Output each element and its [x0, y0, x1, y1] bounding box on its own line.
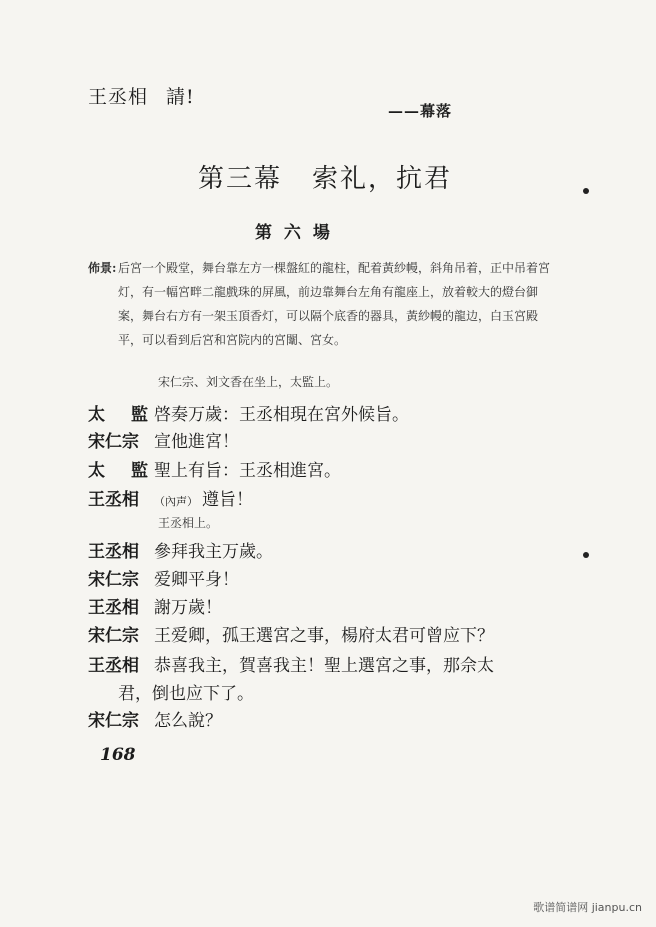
dialogue-line [88, 400, 409, 425]
dialogue-line [88, 456, 341, 481]
setting-description [88, 256, 558, 352]
speaker-name: 王丞相 [88, 490, 139, 510]
top-speech: 請! [166, 86, 195, 108]
watermark: 歌谱简谱网 jianpu.cn [533, 901, 642, 914]
dialogue-text: 怎么說？ [154, 711, 222, 731]
act-name: 索礼，抗君 [312, 164, 453, 194]
dialogue-line [88, 485, 253, 510]
aside-note: （內声） [154, 495, 198, 508]
curtain-falls: ——幕落 [388, 102, 453, 120]
speaker-name: 宋仁宗 [88, 711, 139, 731]
speaker-name: 宋仁宗 [88, 570, 139, 590]
dialogue-line [88, 565, 239, 590]
stage-direction: 王丞相上。 [158, 516, 219, 530]
act-title [198, 158, 452, 195]
setting-text: 后宮一个殿堂，舞台靠左方一棵盤紅的龍柱，配着黃紗幔，斜角吊着，正中吊着宮灯，有一幅宮畔二龍戲珠的屏風，前边靠舞台左角有龍座上，放着較大的燈台御案，舞台右方有一架玉頂香灯，可以隔个底香的器具，黃紗幔的龍边，白玉宮殿平，可以看到后宮和宮院内的宮闈、宮女。 [118, 261, 551, 347]
dialogue-line [88, 621, 494, 646]
speaker-name: 王丞相 [88, 542, 139, 562]
scan-speck [583, 188, 589, 194]
top-speaker: 王丞相 [88, 86, 149, 108]
dialogue-text: 聖上有旨：王丞相進宮。 [154, 461, 341, 481]
act-number: 第三幕 [198, 164, 283, 194]
speaker-name: 王丞相 [88, 656, 139, 676]
speaker-name: 太監 [88, 405, 174, 425]
dialogue-continuation: 君，倒也应下了。 [118, 684, 254, 704]
dialogue-text: 爱卿平身！ [154, 570, 239, 590]
speaker-name: 太監 [88, 461, 174, 481]
dialogue-text: 參拜我主万歲。 [154, 542, 273, 562]
stage-direction: 宋仁宗、刘文香在坐上，太監上。 [158, 375, 339, 389]
dialogue-text: 遵旨！ [202, 490, 253, 510]
speaker-name: 宋仁宗 [88, 432, 139, 452]
dialogue-text: 啓奏万歲：王丞相現在宮外候旨。 [154, 405, 409, 425]
dialogue-line [88, 706, 222, 731]
dialogue-text: 恭喜我主，賀喜我主！聖上選宮之事，那佘太 [154, 656, 494, 676]
dialogue-line [88, 427, 239, 452]
setting-label: 佈景: [88, 261, 117, 275]
dialogue-line [88, 651, 494, 676]
speaker-name: 王丞相 [88, 598, 139, 618]
dialogue-text: 謝万歲！ [154, 598, 222, 618]
page-number: 168 [100, 745, 136, 765]
top-dialogue-line [88, 82, 195, 109]
dialogue-line [88, 537, 273, 562]
scan-speck [583, 552, 589, 558]
scene-title: 第 六 場 [255, 223, 333, 243]
dialogue-line [88, 593, 222, 618]
dialogue-text: 宣他進宮！ [154, 432, 239, 452]
speaker-name: 宋仁宗 [88, 626, 139, 646]
dialogue-text: 王爱卿，孤王選宮之事，楊府太君可曾应下？ [154, 626, 494, 646]
